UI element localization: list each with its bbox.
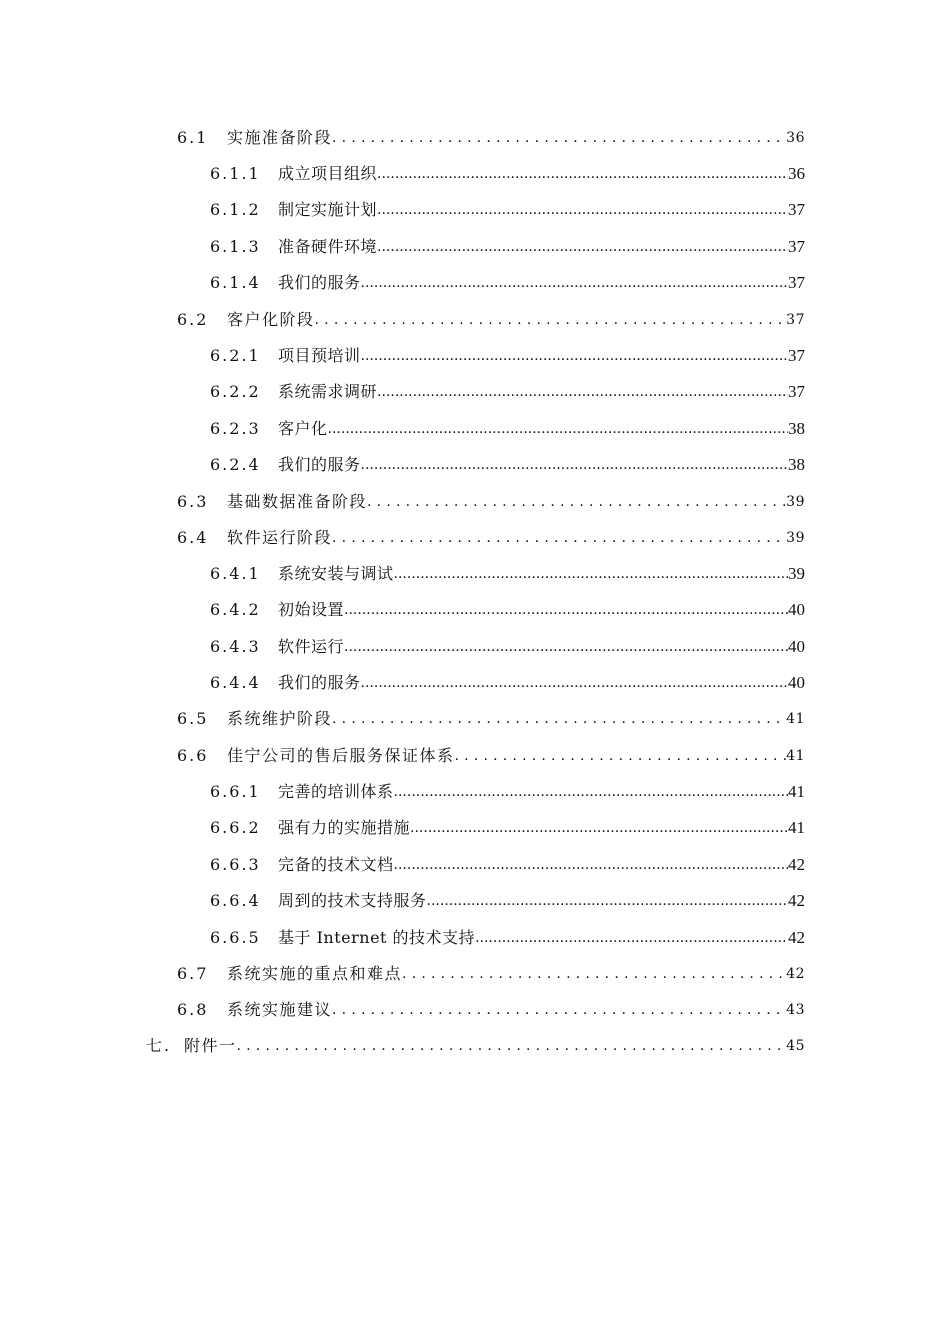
- toc-leader-dots: [332, 125, 786, 151]
- toc-title: 客户化: [278, 419, 328, 438]
- toc-leader-dots: [367, 489, 786, 515]
- toc-entry[interactable]: [177, 997, 805, 1023]
- toc-page-number: 41: [786, 748, 805, 764]
- toc-leader-dots: [332, 997, 786, 1023]
- toc-title: 我们的服务: [278, 455, 361, 474]
- toc-leader-dots: [377, 197, 788, 223]
- toc-leader-dots: [332, 525, 786, 551]
- toc-page-number: 39: [788, 564, 805, 583]
- toc-entry[interactable]: [210, 561, 805, 587]
- toc-number: 6.1.3: [210, 237, 261, 256]
- toc-entry[interactable]: [210, 852, 805, 878]
- toc-title: 项目预培训: [278, 346, 361, 365]
- toc-page-number: 38: [788, 455, 805, 474]
- toc-leader-dots: [361, 670, 788, 696]
- toc-number: 6.6: [177, 746, 209, 765]
- toc-number: 6.2.2: [210, 382, 261, 401]
- toc-title: 初始设置: [278, 600, 345, 619]
- toc-page-number: 40: [788, 637, 805, 656]
- toc-leader-dots: [237, 1033, 787, 1059]
- toc-leader-dots: [361, 343, 788, 369]
- toc-page-number: 41: [788, 782, 805, 801]
- toc-entry[interactable]: [210, 343, 805, 369]
- toc-leader-dots: [315, 307, 787, 333]
- toc-page-number: 37: [788, 237, 805, 256]
- toc-page-number: 41: [786, 711, 805, 727]
- toc-number: 6.4.1: [210, 564, 261, 583]
- toc-number: 6.4.4: [210, 673, 261, 692]
- toc-title: 基于 Internet 的技术支持: [278, 928, 476, 947]
- toc-leader-dots: [361, 452, 788, 478]
- toc-title: 制定实施计划: [278, 200, 378, 219]
- toc-leader-dots: [427, 888, 788, 914]
- toc-number: 6.4: [177, 528, 209, 547]
- toc-number: 七.: [146, 1036, 172, 1055]
- toc-entry[interactable]: [210, 452, 805, 478]
- toc-entry[interactable]: [210, 161, 805, 187]
- toc-leader-dots: [402, 961, 786, 987]
- toc-title: 系统维护阶段: [227, 709, 333, 728]
- toc-page-number: 41: [788, 818, 805, 837]
- toc-leader-dots: [377, 234, 788, 260]
- toc-title: 系统实施建议: [227, 1000, 333, 1019]
- toc-page-number: 36: [786, 130, 805, 146]
- toc-number: 6.1.2: [210, 200, 261, 219]
- toc-page-number: 40: [788, 600, 805, 619]
- toc-number: 6.1.4: [210, 273, 261, 292]
- toc-leader-dots: [394, 852, 788, 878]
- toc-number: 6.1: [177, 128, 209, 147]
- toc-title: 实施准备阶段: [227, 128, 333, 147]
- toc-entry[interactable]: [177, 489, 805, 515]
- toc-entry[interactable]: [177, 743, 805, 769]
- toc-title: 强有力的实施措施: [278, 818, 411, 837]
- toc-entry[interactable]: [210, 234, 805, 260]
- toc-number: 6.1.1: [210, 164, 261, 183]
- toc-entry[interactable]: [177, 125, 805, 151]
- toc-title: 基础数据准备阶段: [227, 492, 368, 511]
- toc-number: 6.4.2: [210, 600, 261, 619]
- toc-title: 准备硬件环境: [278, 237, 378, 256]
- toc-leader-dots: [475, 925, 788, 951]
- toc-entry[interactable]: [210, 270, 805, 296]
- toc-number: 6.6.2: [210, 818, 261, 837]
- toc-title: 系统需求调研: [278, 382, 378, 401]
- toc-number: 6.7: [177, 964, 209, 983]
- toc-entry[interactable]: [210, 888, 805, 914]
- toc-entry[interactable]: [210, 925, 805, 951]
- toc-page-number: 37: [788, 346, 805, 365]
- toc-leader-dots: [377, 161, 788, 187]
- toc-number: 6.6.3: [210, 855, 261, 874]
- toc-title: 成立项目组织: [278, 164, 378, 183]
- toc-entry[interactable]: [177, 961, 805, 987]
- toc-page-number: 37: [788, 273, 805, 292]
- toc-number: 6.5: [177, 709, 209, 728]
- toc-leader-dots: [394, 779, 788, 805]
- toc-leader-dots: [394, 561, 788, 587]
- toc-page-number: 38: [788, 419, 805, 438]
- toc-entry[interactable]: [210, 416, 805, 442]
- toc-page-number: 45: [786, 1038, 805, 1054]
- toc-entry[interactable]: [210, 634, 805, 660]
- toc-number: 6.4.3: [210, 637, 261, 656]
- toc-page-number: 39: [786, 530, 805, 546]
- toc-title: 佳宁公司的售后服务保证体系: [227, 746, 455, 765]
- toc-page-number: 42: [786, 966, 805, 982]
- toc-page-number: 43: [786, 1002, 805, 1018]
- toc-number: 6.6.5: [210, 928, 261, 947]
- toc-title: 系统安装与调试: [278, 564, 394, 583]
- toc-page-number: 39: [786, 494, 805, 510]
- toc-entry[interactable]: [177, 525, 805, 551]
- toc-entry[interactable]: [210, 597, 805, 623]
- toc-page-number: 40: [788, 673, 805, 692]
- toc-title: 我们的服务: [278, 673, 361, 692]
- toc-page-number: 42: [788, 855, 805, 874]
- toc-leader-dots: [332, 706, 786, 732]
- toc-entry[interactable]: [210, 815, 805, 841]
- toc-entry[interactable]: [210, 197, 805, 223]
- toc-number: 6.8: [177, 1000, 209, 1019]
- toc-number: 6.3: [177, 492, 209, 511]
- toc-number: 6.6.4: [210, 891, 261, 910]
- toc-title: 完善的培训体系: [278, 782, 394, 801]
- toc-title: 软件运行阶段: [227, 528, 333, 547]
- toc-title: 完备的技术文档: [278, 855, 394, 874]
- toc-title: 系统实施的重点和难点: [227, 964, 403, 983]
- toc-title: 我们的服务: [278, 273, 361, 292]
- toc-number: 6.2.1: [210, 346, 261, 365]
- toc-number: 6.2.3: [210, 419, 261, 438]
- toc-number: 6.6.1: [210, 782, 261, 801]
- toc-leader-dots: [344, 597, 788, 623]
- toc-leader-dots: [328, 416, 788, 442]
- toc-entry[interactable]: [210, 779, 805, 805]
- toc-title: 附件一: [184, 1036, 237, 1055]
- toc-entry[interactable]: [210, 379, 805, 405]
- toc-leader-dots: [410, 815, 788, 841]
- toc-title: 软件运行: [278, 637, 345, 656]
- toc-entry[interactable]: [210, 670, 805, 696]
- toc-leader-dots: [344, 634, 788, 660]
- toc-leader-dots: [377, 379, 788, 405]
- toc-page-number: 37: [788, 382, 805, 401]
- toc-entry[interactable]: [177, 307, 805, 333]
- toc-leader-dots: [455, 743, 787, 769]
- toc-number: 6.2.4: [210, 455, 261, 474]
- toc-page-number: 42: [788, 928, 805, 947]
- toc-number: 6.2: [177, 310, 209, 329]
- toc-page-number: 37: [786, 312, 805, 328]
- toc-page-number: 36: [788, 164, 805, 183]
- toc-page-number: 37: [788, 200, 805, 219]
- toc-title: 周到的技术支持服务: [278, 891, 427, 910]
- toc-entry[interactable]: [146, 1033, 805, 1059]
- toc-title: 客户化阶段: [227, 310, 315, 329]
- toc-entry[interactable]: [177, 706, 805, 732]
- toc-leader-dots: [361, 270, 788, 296]
- toc-page-number: 42: [788, 891, 805, 910]
